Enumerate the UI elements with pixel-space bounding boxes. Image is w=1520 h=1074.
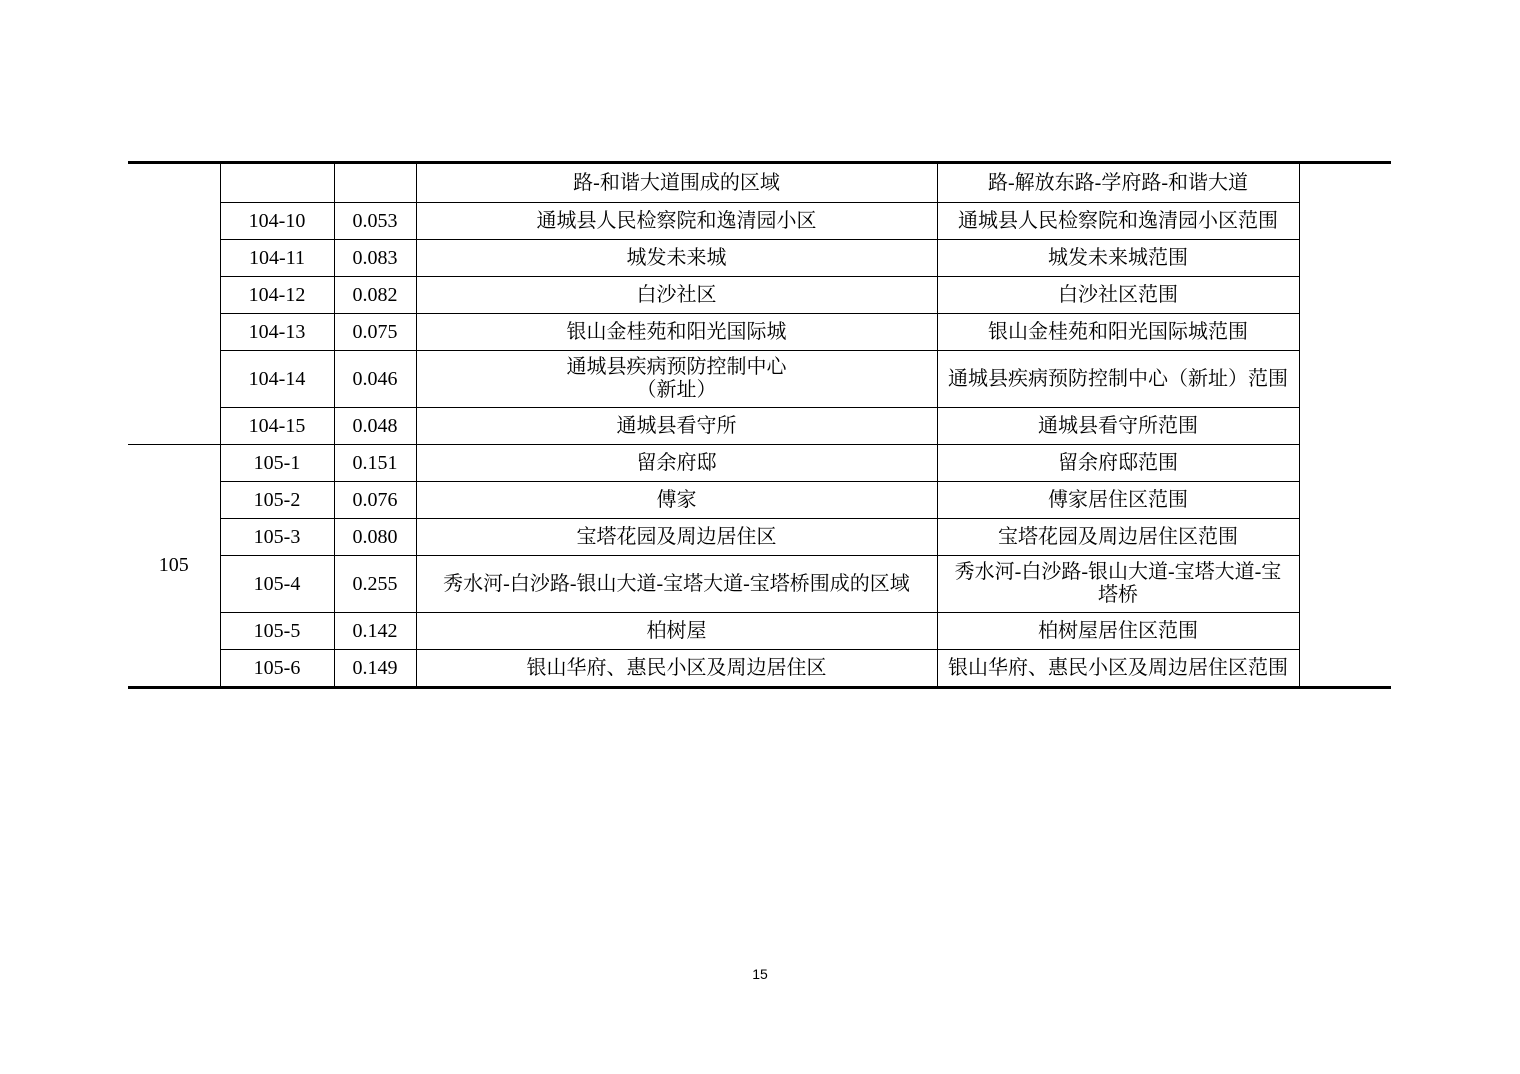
code-cell: 105-3 [220, 519, 334, 556]
region-cell: 城发未来城 [416, 240, 937, 277]
code-cell: 104-14 [220, 351, 334, 408]
data-table [128, 161, 1391, 689]
code-cell: 105-6 [220, 650, 334, 688]
value-cell: 0.075 [334, 314, 416, 351]
table-row [128, 445, 1391, 482]
value-cell: 0.053 [334, 203, 416, 240]
scope-cell: 通城县疾病预防控制中心（新址）范围 [937, 351, 1299, 408]
scope-line: 秀水河-白沙路-银山大道-宝塔大道-宝 [954, 561, 1282, 583]
region-cell [416, 351, 937, 408]
code-cell: 104-12 [220, 277, 334, 314]
region-cell: 银山华府、惠民小区及周边居住区 [416, 650, 937, 688]
code-cell: 105-2 [220, 482, 334, 519]
code-cell: 104-10 [220, 203, 334, 240]
group-cell-104 [128, 163, 220, 445]
table-row [128, 408, 1391, 445]
region-cell: 傅家 [416, 482, 937, 519]
value-cell: 0.048 [334, 408, 416, 445]
table-row [128, 240, 1391, 277]
scope-cell: 通城县人民检察院和逸清园小区范围 [937, 203, 1299, 240]
code-cell: 105-1 [220, 445, 334, 482]
region-line: 通城县疾病预防控制中心 [566, 356, 787, 378]
table-row [128, 556, 1391, 613]
scope-cell: 白沙社区范围 [937, 277, 1299, 314]
value-cell: 0.083 [334, 240, 416, 277]
table-row [128, 163, 1391, 203]
scope-cell: 银山金桂苑和阳光国际城范围 [937, 314, 1299, 351]
code-cell: 104-13 [220, 314, 334, 351]
region-cell: 宝塔花园及周边居住区 [416, 519, 937, 556]
scope-cell: 银山华府、惠民小区及周边居住区范围 [937, 650, 1299, 688]
value-cell: 0.255 [334, 556, 416, 613]
scope-cell: 留余府邸范围 [937, 445, 1299, 482]
region-cell: 通城县人民检察院和逸清园小区 [416, 203, 937, 240]
table-row [128, 277, 1391, 314]
scope-cell: 傅家居住区范围 [937, 482, 1299, 519]
group-cell-105: 105 [128, 445, 220, 688]
table-row [128, 203, 1391, 240]
region-cell: 路-和谐大道围成的区域 [416, 163, 937, 203]
remark-column [1299, 163, 1391, 688]
value-cell: 0.142 [334, 613, 416, 650]
scope-cell: 柏树屋居住区范围 [937, 613, 1299, 650]
table-row [128, 351, 1391, 408]
code-cell: 105-4 [220, 556, 334, 613]
scope-cell: 宝塔花园及周边居住区范围 [937, 519, 1299, 556]
region-cell: 秀水河-白沙路-银山大道-宝塔大道-宝塔桥围成的区域 [416, 556, 937, 613]
scope-line: 塔桥 [1098, 584, 1138, 606]
code-cell: 105-5 [220, 613, 334, 650]
value-cell: 0.080 [334, 519, 416, 556]
region-line: （新址） [636, 379, 717, 401]
value-cell: 0.082 [334, 277, 416, 314]
table-row [128, 482, 1391, 519]
scope-cell: 城发未来城范围 [937, 240, 1299, 277]
value-cell: 0.149 [334, 650, 416, 688]
region-cell: 通城县看守所 [416, 408, 937, 445]
value-cell: 0.076 [334, 482, 416, 519]
value-cell: 0.046 [334, 351, 416, 408]
table-row [128, 613, 1391, 650]
page-number: 15 [752, 966, 768, 982]
code-cell [220, 163, 334, 203]
scope-cell: 通城县看守所范围 [937, 408, 1299, 445]
code-cell: 104-11 [220, 240, 334, 277]
value-cell: 0.151 [334, 445, 416, 482]
scope-cell [937, 556, 1299, 613]
table-row [128, 519, 1391, 556]
table-row [128, 314, 1391, 351]
region-cell: 白沙社区 [416, 277, 937, 314]
table-row [128, 650, 1391, 688]
region-cell: 银山金桂苑和阳光国际城 [416, 314, 937, 351]
scope-cell: 路-解放东路-学府路-和谐大道 [937, 163, 1299, 203]
region-cell: 柏树屋 [416, 613, 937, 650]
value-cell [334, 163, 416, 203]
code-cell: 104-15 [220, 408, 334, 445]
region-cell: 留余府邸 [416, 445, 937, 482]
